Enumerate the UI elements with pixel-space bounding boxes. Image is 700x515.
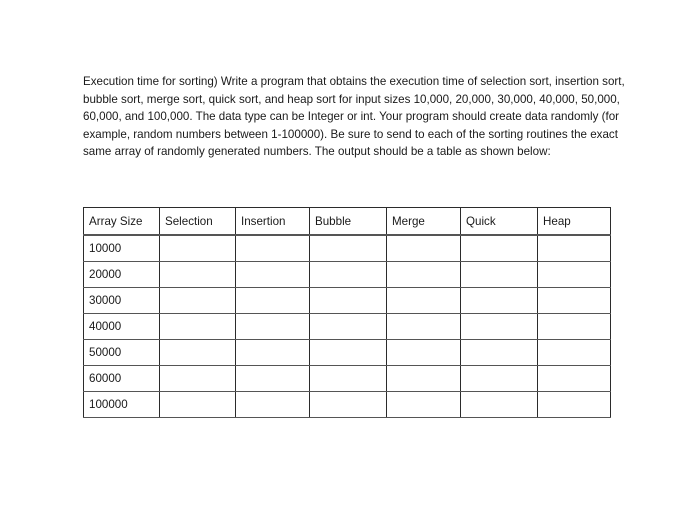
array-size-cell: 60000: [84, 366, 160, 392]
quick-cell: [461, 235, 538, 262]
table-row: [84, 340, 611, 366]
header-insertion: Insertion: [236, 208, 310, 236]
quick-cell: [461, 366, 538, 392]
header-bubble: Bubble: [310, 208, 387, 236]
merge-cell: [387, 235, 461, 262]
selection-cell: [160, 340, 236, 366]
array-size-cell: 10000: [84, 235, 160, 262]
selection-cell: [160, 262, 236, 288]
selection-cell: [160, 314, 236, 340]
header-heap: Heap: [538, 208, 611, 236]
insertion-cell: [236, 340, 310, 366]
bubble-cell: [310, 288, 387, 314]
header-merge: Merge: [387, 208, 461, 236]
quick-cell: [461, 262, 538, 288]
bubble-cell: [310, 340, 387, 366]
header-selection: Selection: [160, 208, 236, 236]
heap-cell: [538, 340, 611, 366]
table-header-row: [84, 208, 611, 236]
bubble-cell: [310, 392, 387, 418]
heap-cell: [538, 235, 611, 262]
insertion-cell: [236, 366, 310, 392]
selection-cell: [160, 288, 236, 314]
table-row: [84, 288, 611, 314]
quick-cell: [461, 392, 538, 418]
selection-cell: [160, 235, 236, 262]
quick-cell: [461, 314, 538, 340]
bubble-cell: [310, 366, 387, 392]
table-row: [84, 262, 611, 288]
insertion-cell: [236, 392, 310, 418]
insertion-cell: [236, 288, 310, 314]
array-size-cell: 20000: [84, 262, 160, 288]
bubble-cell: [310, 314, 387, 340]
array-size-cell: 50000: [84, 340, 160, 366]
table-row: [84, 314, 611, 340]
merge-cell: [387, 262, 461, 288]
quick-cell: [461, 288, 538, 314]
quick-cell: [461, 340, 538, 366]
array-size-cell: 100000: [84, 392, 160, 418]
insertion-cell: [236, 314, 310, 340]
heap-cell: [538, 392, 611, 418]
array-size-cell: 30000: [84, 288, 160, 314]
bubble-cell: [310, 262, 387, 288]
table-row: [84, 392, 611, 418]
merge-cell: [387, 366, 461, 392]
table-row: [84, 366, 611, 392]
heap-cell: [538, 288, 611, 314]
merge-cell: [387, 314, 461, 340]
bubble-cell: [310, 235, 387, 262]
header-array-size: Array Size: [84, 208, 160, 236]
heap-cell: [538, 366, 611, 392]
heap-cell: [538, 314, 611, 340]
insertion-cell: [236, 235, 310, 262]
table-row: [84, 235, 611, 262]
selection-cell: [160, 366, 236, 392]
merge-cell: [387, 392, 461, 418]
merge-cell: [387, 288, 461, 314]
selection-cell: [160, 392, 236, 418]
results-table: [83, 207, 611, 418]
merge-cell: [387, 340, 461, 366]
insertion-cell: [236, 262, 310, 288]
heap-cell: [538, 262, 611, 288]
array-size-cell: 40000: [84, 314, 160, 340]
header-quick: Quick: [461, 208, 538, 236]
problem-statement: Execution time for sorting) Write a program that obtains the execution time of selection sort, insertion sort, bubble sort, merge sort, quick sort, and heap sort for input sizes 10,000, 20,000, 30,000, 40,000, 50,000, 60,000, and 100,000. The data type can be Integer or int. Your program should create data randomly (for example, random numbers between 1-100000). Be sure to send to each of the sorting routines the exact same array of randomly generated numbers. The output should be a table as shown below:: [83, 75, 625, 159]
